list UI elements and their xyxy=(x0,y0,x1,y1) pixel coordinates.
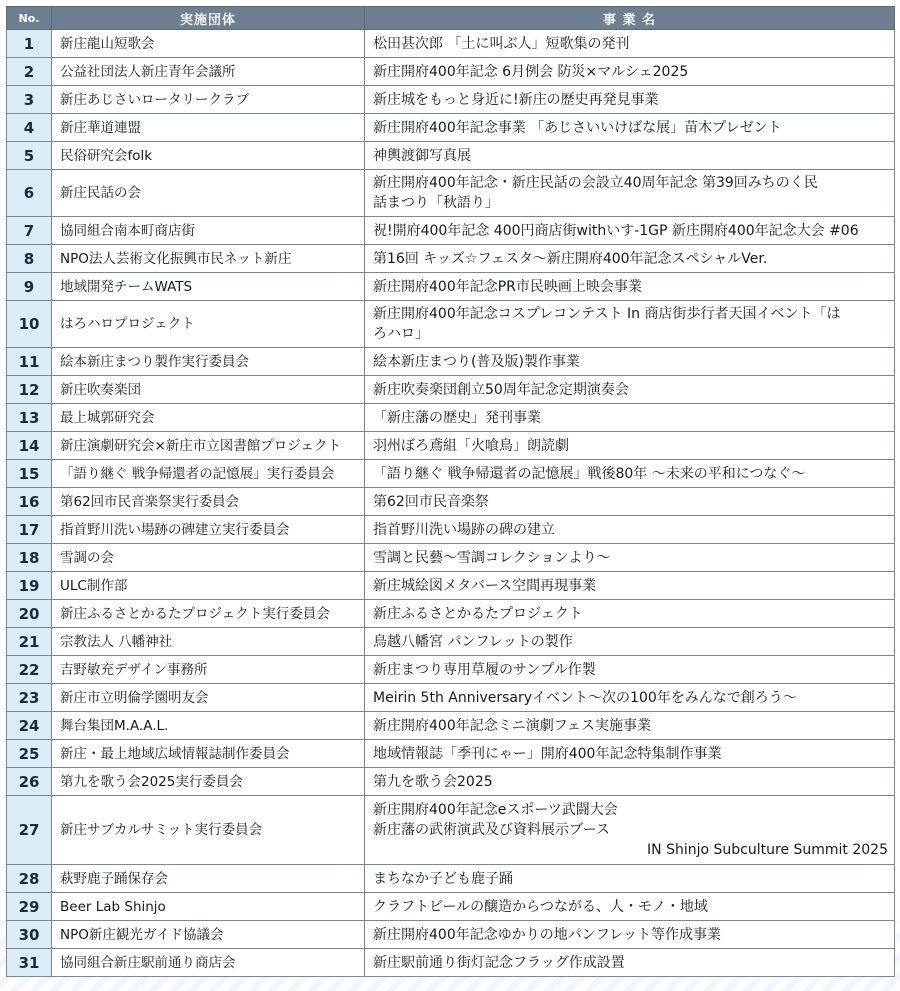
organization-cell: 吉野敏充デザイン事務所 xyxy=(52,656,365,684)
organization-cell: 協同組合新庄駅前通り商店会 xyxy=(52,949,365,977)
organization-cell: 新庄龍山短歌会 xyxy=(52,30,365,58)
table-row xyxy=(7,628,895,656)
project-line: 新庄開府400年記念eスポーツ武闘大会 xyxy=(373,802,618,818)
project-cell xyxy=(365,348,895,376)
row-number: 27 xyxy=(7,796,52,865)
project-line: 新庄開府400年記念事業 「あじさいいけばな展」苗木プレゼント xyxy=(373,119,782,136)
project-line: IN Shinjo Subculture Summit 2025 xyxy=(647,842,888,858)
project-cell xyxy=(365,86,895,114)
project-line: Meirin 5th Anniversaryイベント～次の100年をみんなで創ろう～ xyxy=(373,689,797,706)
project-line: 絵本新庄まつり(普及版)製作事業 xyxy=(373,353,580,370)
project-line: 新庄ふるさとかるたプロジェクト xyxy=(373,605,583,622)
project-cell xyxy=(365,217,895,245)
project-line: 新庄駅前通り街灯記念フラッグ作成設置 xyxy=(373,954,625,971)
organization-cell: 宗教法人 八幡神社 xyxy=(52,628,365,656)
project-line: 新庄藩の武術演武及び資料展示ブース xyxy=(373,822,610,838)
project-cell xyxy=(365,544,895,572)
organization-cell: 雪調の会 xyxy=(52,544,365,572)
table-row xyxy=(7,893,895,921)
organization-cell: 指首野川洗い場跡の碑建立実行委員会 xyxy=(52,516,365,544)
project-cell xyxy=(365,114,895,142)
organization-cell: 新庄あじさいロータリークラブ xyxy=(52,86,365,114)
table-row xyxy=(7,58,895,86)
project-cell xyxy=(365,600,895,628)
project-cell xyxy=(365,30,895,58)
organization-cell: 最上城郭研究会 xyxy=(52,404,365,432)
organization-cell: ULC制作部 xyxy=(52,572,365,600)
table-row xyxy=(7,348,895,376)
row-number: 18 xyxy=(7,544,52,572)
organization-cell: 新庄演劇研究会×新庄市立図書館プロジェクト xyxy=(52,432,365,460)
project-line: 新庄城をもっと身近に!新庄の歴史再発見事業 xyxy=(373,91,659,108)
table-row xyxy=(7,376,895,404)
row-number: 3 xyxy=(7,86,52,114)
table-row xyxy=(7,432,895,460)
organization-cell: 「語り継ぐ 戦争帰還者の記憶展」実行委員会 xyxy=(52,460,365,488)
organization-cell: NPO法人芸術文化振興市民ネット新庄 xyxy=(52,245,365,273)
project-line: 祝!開府400年記念 400円商店街withいす-1GP 新庄開府400年記念大会 #06 xyxy=(373,222,859,239)
table-row xyxy=(7,217,895,245)
project-cell xyxy=(365,376,895,404)
row-number: 2 xyxy=(7,58,52,86)
table-row xyxy=(7,114,895,142)
row-number: 11 xyxy=(7,348,52,376)
row-number: 24 xyxy=(7,712,52,740)
organization-cell: 舞台集団M.A.A.L. xyxy=(52,712,365,740)
project-line: 新庄吹奏楽団創立50周年記念定期演奏会 xyxy=(373,381,629,398)
project-cell xyxy=(365,656,895,684)
table-row xyxy=(7,544,895,572)
row-number: 7 xyxy=(7,217,52,245)
table-row xyxy=(7,921,895,949)
row-number: 20 xyxy=(7,600,52,628)
organization-cell: 新庄民話の会 xyxy=(52,170,365,217)
project-table xyxy=(6,6,895,977)
project-line: 鳥越八幡宮 パンフレットの製作 xyxy=(373,633,573,650)
organization-cell: 萩野鹿子踊保存会 xyxy=(52,865,365,893)
project-line: 「新庄藩の歴史」発刊事業 xyxy=(373,409,541,426)
table-row xyxy=(7,460,895,488)
project-line: 新庄城絵図メタバース空間再現事業 xyxy=(373,577,597,594)
organization-cell: NPO新庄観光ガイド協議会 xyxy=(52,921,365,949)
table-row xyxy=(7,516,895,544)
table-row xyxy=(7,142,895,170)
project-line: 松田甚次郎 「土に叫ぶ人」短歌集の発刊 xyxy=(373,35,630,52)
row-number: 22 xyxy=(7,656,52,684)
row-number: 17 xyxy=(7,516,52,544)
row-number: 30 xyxy=(7,921,52,949)
organization-cell: 第九を歌う会2025実行委員会 xyxy=(52,768,365,796)
organization-cell: 新庄吹奏楽団 xyxy=(52,376,365,404)
table-row xyxy=(7,404,895,432)
row-number: 26 xyxy=(7,768,52,796)
project-cell xyxy=(365,740,895,768)
row-number: 10 xyxy=(7,301,52,348)
row-number: 23 xyxy=(7,684,52,712)
project-line: 「語り継ぐ 戦争帰還者の記憶展」戦後80年 ～未来の平和につなぐ～ xyxy=(373,465,806,482)
table-row xyxy=(7,170,895,217)
row-number: 25 xyxy=(7,740,52,768)
organization-cell: 新庄ふるさとかるたプロジェクト実行委員会 xyxy=(52,600,365,628)
row-number: 6 xyxy=(7,170,52,217)
row-number: 5 xyxy=(7,142,52,170)
project-line: 新庄まつり専用草履のサンプル作製 xyxy=(373,661,596,678)
project-cell xyxy=(365,142,895,170)
organization-cell: 新庄華道連盟 xyxy=(52,114,365,142)
row-number: 14 xyxy=(7,432,52,460)
project-line: 第九を歌う会2025 xyxy=(373,773,493,790)
row-number: 8 xyxy=(7,245,52,273)
table-row xyxy=(7,600,895,628)
organization-cell: 民俗研究会folk xyxy=(52,142,365,170)
project-line: 第16回 キッズ☆フェスタ～新庄開府400年記念スペシャルVer. xyxy=(373,250,768,267)
project-line: クラフトビールの醸造からつながる、人・モノ・地域 xyxy=(373,898,708,915)
table-row xyxy=(7,572,895,600)
project-cell xyxy=(365,796,895,865)
project-cell xyxy=(365,301,895,348)
project-cell xyxy=(365,768,895,796)
project-cell xyxy=(365,712,895,740)
header-no: No. xyxy=(7,7,52,30)
organization-cell: 新庄市立明倫学園明友会 xyxy=(52,684,365,712)
row-number: 12 xyxy=(7,376,52,404)
table-header-row xyxy=(7,7,895,30)
organization-cell: はろハロプロジェクト xyxy=(52,301,365,348)
row-number: 29 xyxy=(7,893,52,921)
table-row xyxy=(7,740,895,768)
project-cell xyxy=(365,58,895,86)
project-cell xyxy=(365,949,895,977)
project-cell xyxy=(365,460,895,488)
table-row xyxy=(7,796,895,865)
project-line: 指首野川洗い場跡の碑の建立 xyxy=(373,521,555,538)
project-line: 新庄開府400年記念ミニ演劇フェス実施事業 xyxy=(373,717,652,734)
project-line: 羽州ぼろ鳶組「火喰鳥」朗読劇 xyxy=(373,437,569,454)
project-cell xyxy=(365,170,895,217)
header-project: 事 業 名 xyxy=(365,7,895,30)
project-cell xyxy=(365,865,895,893)
row-number: 19 xyxy=(7,572,52,600)
organization-cell: 地域開発チームWATS xyxy=(52,273,365,301)
row-number: 15 xyxy=(7,460,52,488)
table-row xyxy=(7,301,895,348)
project-cell xyxy=(365,921,895,949)
project-cell xyxy=(365,628,895,656)
table-row xyxy=(7,245,895,273)
project-cell xyxy=(365,572,895,600)
project-line: 新庄開府400年記念 6月例会 防災×マルシェ2025 xyxy=(373,63,689,80)
row-number: 13 xyxy=(7,404,52,432)
table-row xyxy=(7,30,895,58)
project-line: 話まつり「秋語り」 xyxy=(373,195,499,211)
organization-cell: 新庄・最上地域広域情報誌制作委員会 xyxy=(52,740,365,768)
project-line: ろハロ」 xyxy=(373,326,429,342)
project-cell xyxy=(365,488,895,516)
organization-cell: Beer Lab Shinjo xyxy=(52,893,365,921)
row-number: 31 xyxy=(7,949,52,977)
table-row xyxy=(7,768,895,796)
project-line: まちなか子ども鹿子踊 xyxy=(373,870,513,887)
table-row xyxy=(7,949,895,977)
project-cell xyxy=(365,684,895,712)
table-row xyxy=(7,684,895,712)
project-line: 雪調と民藝～雪調コレクションより～ xyxy=(373,549,611,566)
table-row xyxy=(7,488,895,516)
table-row xyxy=(7,656,895,684)
table-row xyxy=(7,86,895,114)
project-line: 新庄開府400年記念・新庄民話の会設立40周年記念 第39回みちのく民 xyxy=(373,175,818,191)
organization-cell: 絵本新庄まつり製作実行委員会 xyxy=(52,348,365,376)
project-cell xyxy=(365,273,895,301)
table-row xyxy=(7,273,895,301)
project-cell xyxy=(365,516,895,544)
row-number: 9 xyxy=(7,273,52,301)
row-number: 16 xyxy=(7,488,52,516)
organization-cell: 公益社団法人新庄青年会議所 xyxy=(52,58,365,86)
header-organization: 実施団体 xyxy=(52,7,365,30)
project-line: 第62回市民音楽祭 xyxy=(373,493,489,510)
project-cell xyxy=(365,432,895,460)
table-row xyxy=(7,712,895,740)
table-body xyxy=(7,30,895,977)
organization-cell: 新庄サブカルサミット実行委員会 xyxy=(52,796,365,865)
project-line: 地域情報誌「季刊にゃー」開府400年記念特集制作事業 xyxy=(373,745,722,762)
project-line: 新庄開府400年記念コスプレコンテスト In 商店街歩行者天国イベント「は xyxy=(373,306,841,322)
row-number: 21 xyxy=(7,628,52,656)
project-line: 新庄開府400年記念ゆかりの地パンフレット等作成事業 xyxy=(373,926,722,943)
project-cell xyxy=(365,404,895,432)
table-row xyxy=(7,865,895,893)
project-line: 新庄開府400年記念PR市民映画上映会事業 xyxy=(373,278,642,295)
project-line: 神輿渡御写真展 xyxy=(373,147,471,164)
project-cell xyxy=(365,893,895,921)
organization-cell: 協同組合南本町商店街 xyxy=(52,217,365,245)
row-number: 4 xyxy=(7,114,52,142)
organization-cell: 第62回市民音楽祭実行委員会 xyxy=(52,488,365,516)
row-number: 28 xyxy=(7,865,52,893)
row-number: 1 xyxy=(7,30,52,58)
project-cell xyxy=(365,245,895,273)
